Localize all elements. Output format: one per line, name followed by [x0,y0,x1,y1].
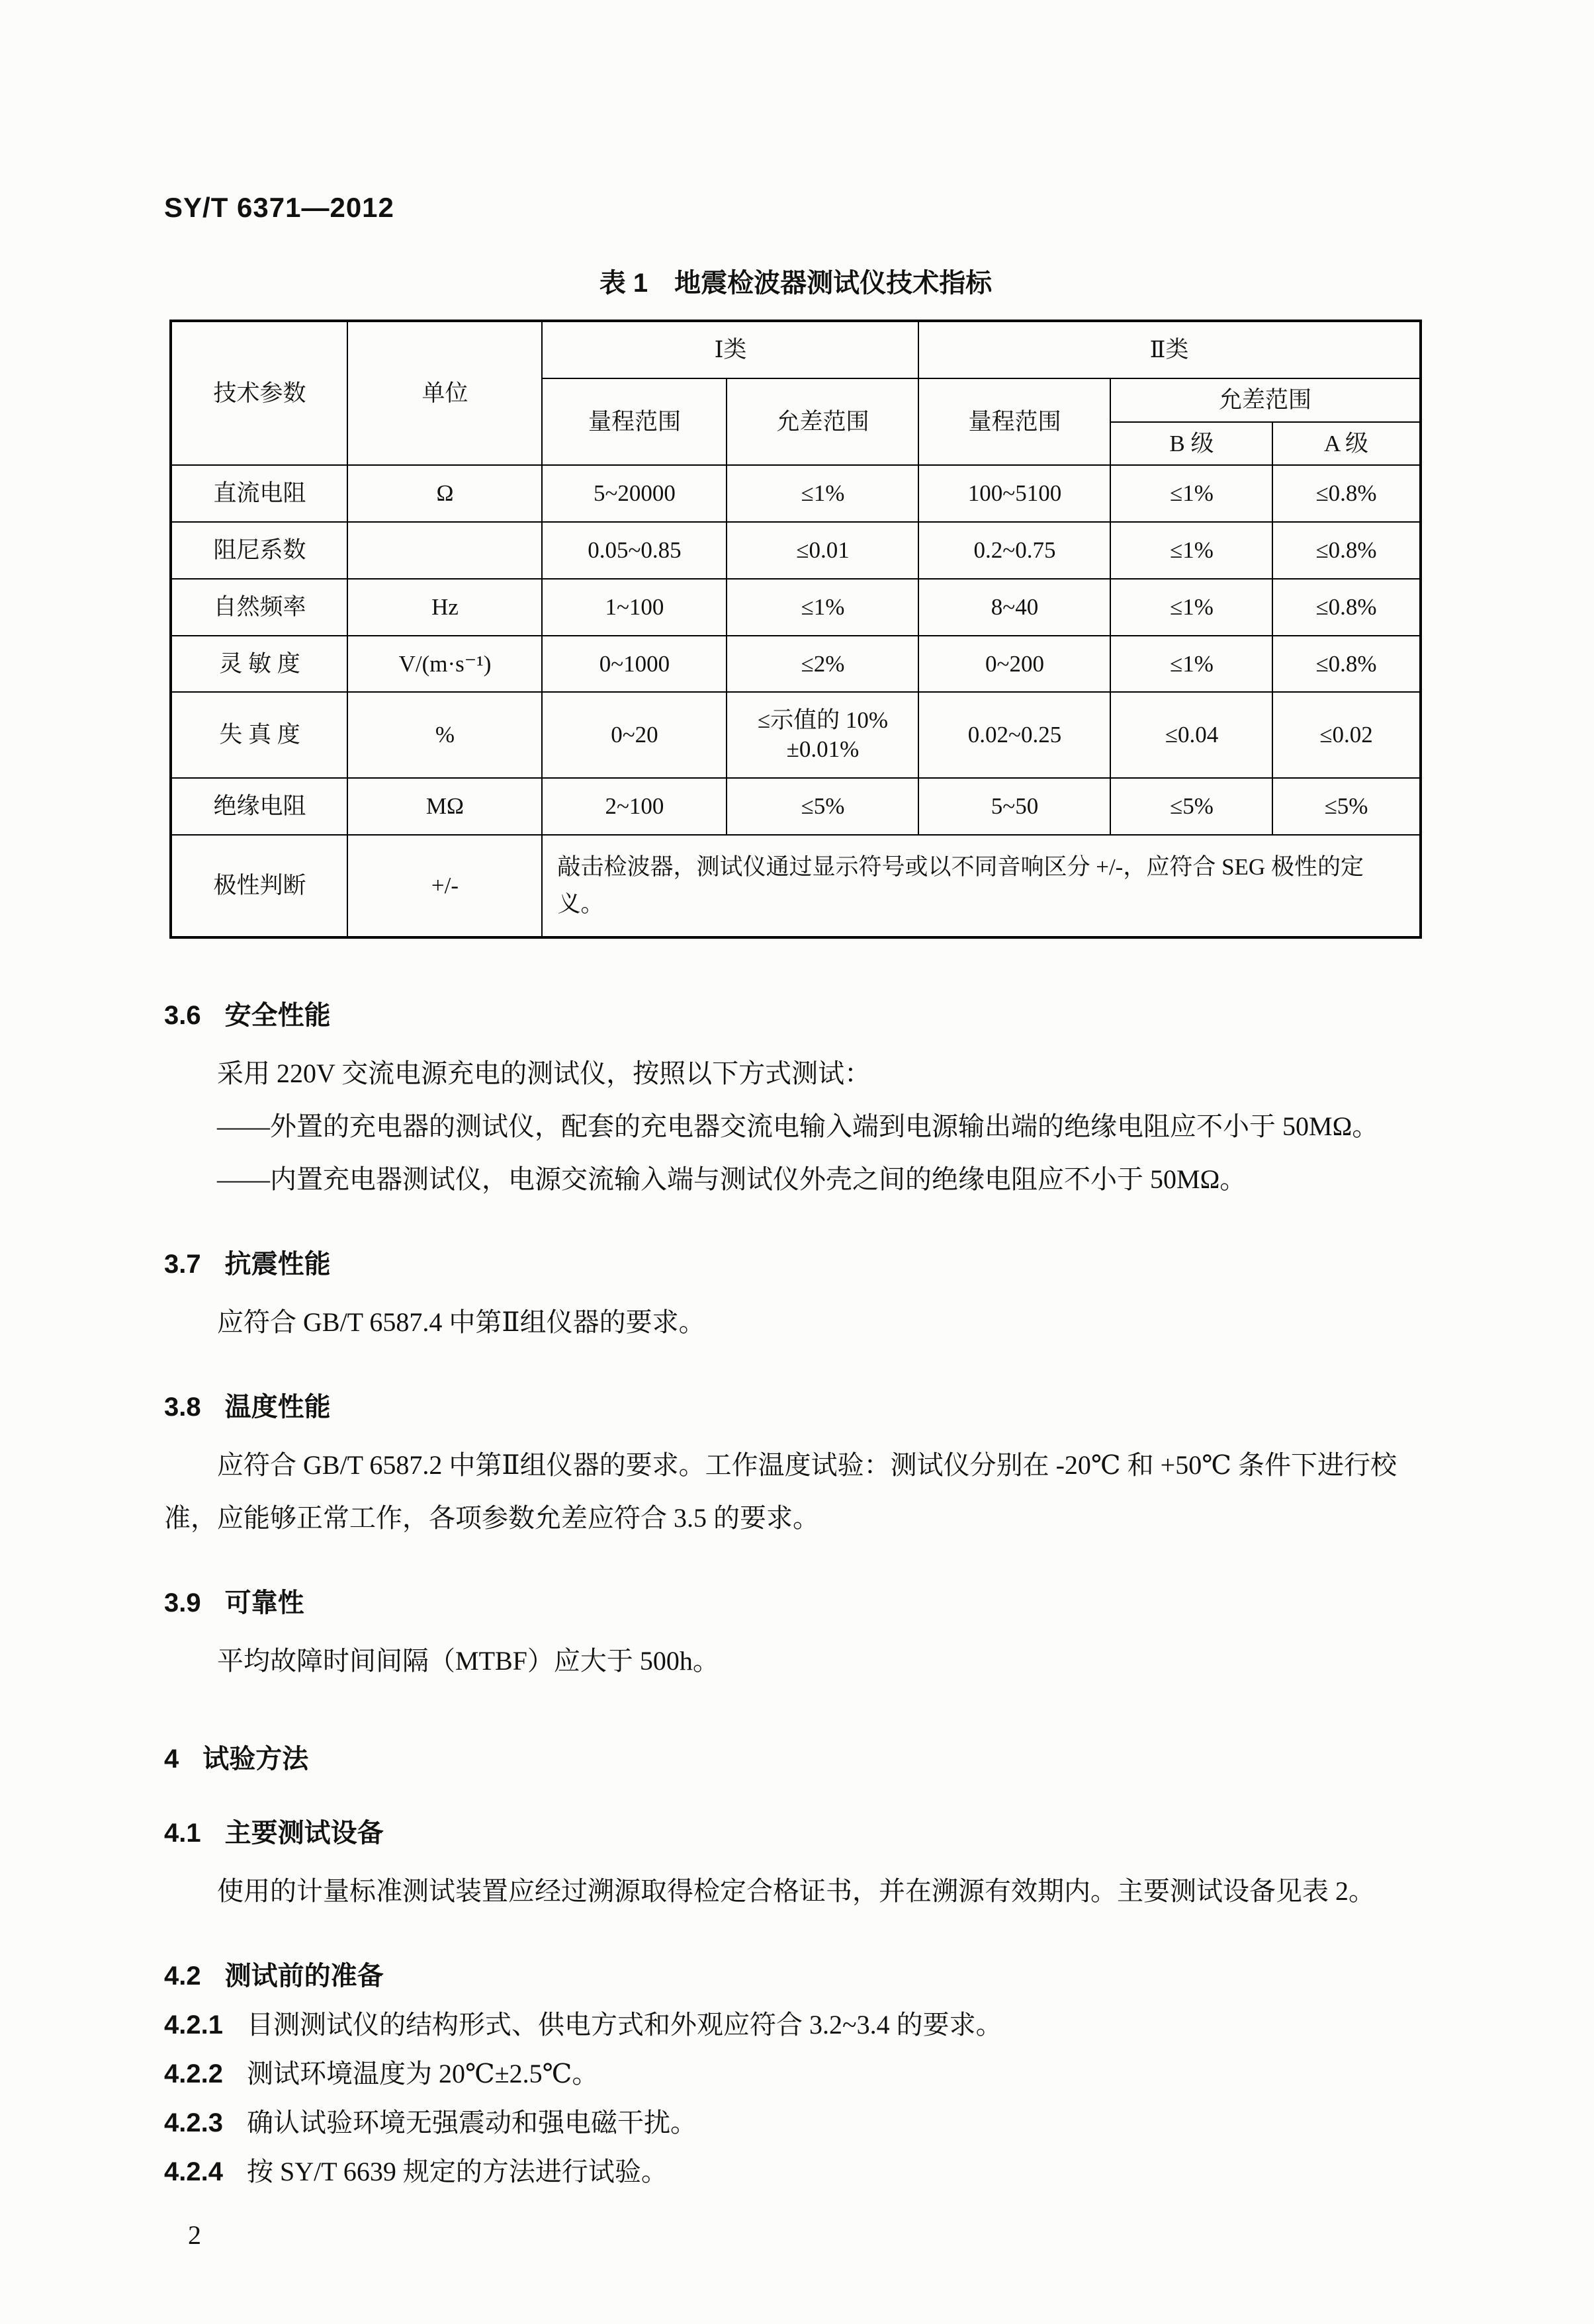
col-header-grade-b: B 级 [1110,422,1272,466]
cell-unit: MΩ [347,778,542,835]
clause-number: 4.2.2 [164,2059,223,2088]
section-heading-3-7 [164,1248,1427,1280]
table-row-dc-resistance [171,465,1420,522]
table-row-damping [171,522,1420,579]
cell-range1: 0.05~0.85 [542,522,727,579]
cell-grade-b: ≤1% [1110,636,1272,693]
table-title: 表 1 地震检波器测试仪技术指标 [599,269,993,298]
section-number: 4 [164,1744,179,1774]
cell-range2: 0.02~0.25 [918,692,1110,778]
section-number: 3.9 [164,1588,201,1617]
clause-number: 4.2.3 [164,2108,223,2137]
cell-unit: % [347,692,542,778]
cell-range1: 0~1000 [542,636,727,693]
section-number: 4.1 [164,1818,201,1848]
cell-param: 绝缘电阻 [171,778,347,835]
section-title: 主要测试设备 [224,1818,384,1848]
section-title: 安全性能 [224,1000,331,1030]
cell-grade-a: ≤0.8% [1272,465,1420,522]
cell-range2: 100~5100 [918,465,1110,522]
cell-tolerance1: ≤5% [727,778,918,835]
paragraph-3-8: 应符合 GB/T 6587.2 中第Ⅱ组仪器的要求。工作温度试验：测试仪分别在 -20℃ 和 +50℃ 条件下进行校准，应能够正常工作，各项参数允差应符合 3.5 的要求。 [164,1449,1397,1533]
paragraph-4-1: 使用的计量标准测试装置应经过溯源取得检定合格证书，并在溯源有效期内。主要测试设备见表 2。 [217,1875,1375,1906]
cell-param: 阻尼系数 [171,522,347,579]
paragraph-3-9: 平均故障时间间隔（MTBF）应大于 500h。 [217,1645,719,1676]
clause-4-2-4 [164,2155,1427,2189]
cell-grade-a: ≤0.8% [1272,636,1420,693]
cell-grade-b: ≤1% [1110,522,1272,579]
col-header-unit: 单位 [347,321,542,465]
cell-param: 自然频率 [171,579,347,636]
cell-unit: Hz [347,579,542,636]
col-header-range1: 量程范围 [542,378,727,466]
section-heading-4-1 [164,1817,1427,1849]
cell-grade-a: ≤0.8% [1272,522,1420,579]
cell-unit: V/(m·s⁻¹) [347,636,542,693]
clause-number: 4.2.4 [164,2157,223,2186]
clause-text: 测试环境温度为 20℃±2.5℃。 [246,2058,599,2088]
cell-param: 灵 敏 度 [171,636,347,693]
dash-item-internal-charger: ——内置充电器测试仪，电源交流输入端与测试仪外壳之间的绝缘电阻应不小于 50MΩ。 [217,1164,1247,1194]
table-row-polarity [171,835,1420,937]
table-row-sensitivity [171,636,1420,693]
col-header-grade-a: A 级 [1272,422,1420,466]
section-number: 4.2 [164,1961,201,1991]
col-header-class2: Ⅱ类 [918,321,1420,378]
cell-range1: 0~20 [542,692,727,778]
section-number: 3.7 [164,1249,201,1279]
col-header-range2: 量程范围 [918,378,1110,466]
cell-range2: 8~40 [918,579,1110,636]
table-header-row-1 [171,321,1420,378]
section-heading-3-8 [164,1391,1427,1423]
table-row-distortion [171,692,1420,778]
cell-param: 极性判断 [171,835,347,937]
clause-number: 4.2.1 [164,2010,223,2040]
paragraph-3-6-intro: 采用 220V 交流电源充电的测试仪，按照以下方式测试： [217,1058,871,1088]
section-heading-3-6 [164,1000,1427,1031]
cell-grade-a: ≤0.8% [1272,579,1420,636]
cell-range1: 1~100 [542,579,727,636]
paragraph-3-7: 应符合 GB/T 6587.4 中第Ⅱ组仪器的要求。 [217,1307,705,1337]
cell-grade-b: ≤1% [1110,579,1272,636]
cell-range2: 5~50 [918,778,1110,835]
table-row-insulation-resistance [171,778,1420,835]
cell-tolerance1: ≤0.01 [727,522,918,579]
cell-param: 失 真 度 [171,692,347,778]
cell-grade-b: ≤0.04 [1110,692,1272,778]
cell-tolerance1: ≤示值的 10%±0.01% [727,692,918,778]
section-heading-3-9 [164,1587,1427,1619]
cell-tolerance1: ≤2% [727,636,918,693]
cell-tolerance1: ≤1% [727,579,918,636]
section-number: 3.8 [164,1392,201,1422]
cell-range1: 2~100 [542,778,727,835]
spec-table [169,320,1421,939]
cell-grade-b: ≤1% [1110,465,1272,522]
clause-4-2-1 [164,2008,1427,2042]
section-title: 试验方法 [202,1744,309,1774]
cell-grade-a: ≤5% [1272,778,1420,835]
col-header-class1: Ⅰ类 [542,321,918,378]
clause-text: 按 SY/T 6639 规定的方法进行试验。 [246,2156,668,2186]
section-title: 测试前的准备 [224,1961,384,1991]
clause-text: 目测测试仪的结构形式、供电方式和外观应符合 3.2~3.4 的要求。 [246,2009,1002,2040]
cell-grade-a: ≤0.02 [1272,692,1420,778]
clause-4-2-3 [164,2106,1427,2140]
cell-unit: Ω [347,465,542,522]
clause-4-2-2 [164,2057,1427,2091]
cell-grade-b: ≤5% [1110,778,1272,835]
col-header-param: 技术参数 [171,321,347,465]
section-heading-4-2 [164,1960,1427,1992]
col-header-tolerance1: 允差范围 [727,378,918,466]
dash-item-external-charger: ——外置的充电器的测试仪，配套的充电器交流电输入端到电源输出端的绝缘电阻应不小于 50MΩ。 [217,1111,1379,1141]
section-title: 温度性能 [224,1392,331,1422]
section-title: 可靠性 [224,1588,304,1617]
clause-text: 确认试验环境无强震动和强电磁干扰。 [246,2107,697,2137]
cell-range1: 5~20000 [542,465,727,522]
page-number: 2 [188,2219,201,2250]
doc-number: SY/T 6371—2012 [164,192,394,223]
cell-unit [347,522,542,579]
cell-unit: +/- [347,835,542,937]
section-heading-4 [164,1743,1427,1775]
col-header-tolerance2: 允差范围 [1110,378,1420,422]
section-title: 抗震性能 [224,1249,331,1279]
cell-range2: 0.2~0.75 [918,522,1110,579]
cell-param: 直流电阻 [171,465,347,522]
section-number: 3.6 [164,1000,201,1030]
cell-range2: 0~200 [918,636,1110,693]
table-row-natural-frequency [171,579,1420,636]
cell-tolerance1: ≤1% [727,465,918,522]
cell-polarity-description: 敲击检波器，测试仪通过显示符号或以不同音响区分 +/-，应符合 SEG 极性的定义。 [542,835,1420,937]
